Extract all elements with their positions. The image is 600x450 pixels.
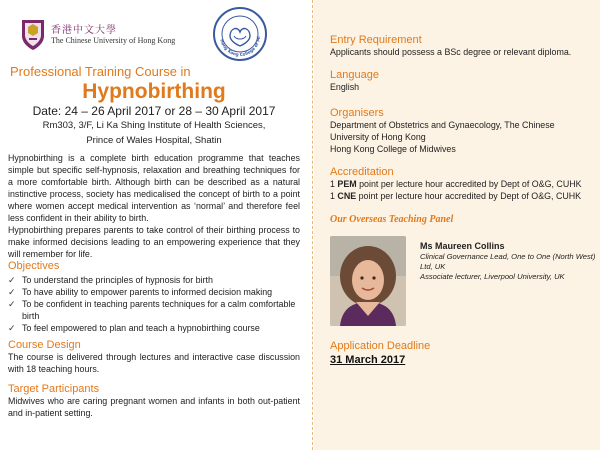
checkmark-icon: ✓ — [8, 299, 16, 309]
course-label: Professional Training Course in — [10, 64, 191, 79]
list-item: ✓ To have ability to empower parents to informed decision making — [8, 287, 273, 297]
accreditation-heading: Accreditation — [330, 166, 394, 178]
course-venue-line1: Rm303, 3/F, Li Ka Shing Institute of Health Sciences, — [42, 120, 266, 131]
speaker-photo — [330, 236, 406, 326]
language-section — [330, 69, 592, 93]
checkmark-icon: ✓ — [8, 323, 16, 333]
entry-requirement-text: Applicants should possess a BSc degree or relevant diploma. — [330, 47, 572, 57]
seal-text: Hong Kong College of Mi — [219, 36, 262, 58]
course-date: Date: 24 – 26 April 2017 or 28 – 30 April 2017 — [32, 104, 276, 118]
cuhk-logo — [20, 18, 175, 52]
intro-paragraph-2: Hypnobirthing prepares parents to take control of their birthing process to make informed decisions leading to an empowering experience that they will remember for life. — [8, 225, 300, 259]
teaching-panel-heading: Our Overseas Teaching Panel — [330, 214, 454, 225]
accreditation-cne: 1 CNE point per lecture hour accredited by Dept of O&G, CUHK — [330, 191, 582, 201]
application-deadline-section — [330, 340, 592, 366]
cuhk-name-english: The Chinese University of Hong Kong — [51, 36, 176, 46]
speaker-portrait-icon — [330, 236, 406, 326]
course-venue-line2: Prince of Wales Hospital, Shatin — [86, 135, 222, 146]
speaker-info — [420, 240, 596, 282]
checkmark-icon: ✓ — [8, 275, 16, 285]
list-item: ✓ To understand the principles of hypnosis for birth — [8, 275, 213, 285]
accreditation-pem: 1 PEM point per lecture hour accredited by Dept of O&G, CUHK — [330, 179, 582, 189]
target-participants-heading: Target Participants — [8, 383, 100, 395]
list-item: ✓ To be confident in teaching parents techniques for a calm comfortable birth — [8, 299, 296, 321]
accreditation-section — [330, 166, 592, 202]
objectives-section — [8, 260, 300, 334]
language-heading: Language — [330, 69, 379, 81]
course-design-heading: Course Design — [8, 339, 81, 351]
column-divider — [312, 0, 313, 450]
speaker-role-1: Clinical Governance Lead, One to One (North West) Ltd, UK — [420, 252, 596, 271]
target-participants-text: Midwives who are caring pregnant women and infants in both out-patient and in-patient setting. — [8, 396, 300, 418]
objectives-list — [8, 274, 300, 334]
cuhk-crest-icon — [20, 18, 46, 52]
organiser-2: Hong Kong College of Midwives — [330, 144, 456, 154]
application-deadline-date: 31 March 2017 — [330, 354, 406, 366]
entry-requirement-heading: Entry Requirement — [330, 34, 422, 46]
organisers-section — [330, 107, 592, 155]
target-participants-section — [8, 383, 300, 419]
objectives-heading: Objectives — [8, 260, 60, 272]
hkcm-seal-icon — [212, 6, 268, 62]
organisers-heading: Organisers — [330, 107, 384, 119]
cuhk-name-chinese: 香港中文大學 — [51, 24, 117, 36]
right-panel-background — [314, 0, 600, 450]
course-design-section — [8, 339, 300, 375]
speaker-name: Ms Maureen Collins — [420, 241, 505, 251]
course-title: Hypnobirthing — [82, 80, 226, 103]
organiser-1: Department of Obstetrics and Gynaecology, The Chinese University of Hong Kong — [330, 120, 555, 142]
intro-section — [8, 152, 300, 260]
intro-paragraph-1: Hypnobirthing is a complete birth education programme that teaches simple but specific self-hypnosis, relaxation and breathing techniques for a more comfortable birth. Although birth can be described as a natural instinctive process, society has medicalised the concept of birth to a point where women accept medical intervention as ‘normal’ and therefore feel less confident in their ability to birth. — [8, 153, 300, 223]
application-deadline-heading: Application Deadline — [330, 340, 431, 352]
list-item: ✓ To feel empowered to plan and teach a hypnobirthing course — [8, 323, 260, 333]
language-text: English — [330, 82, 360, 92]
speaker-role-2: Associate lecturer, Liverpool University, UK — [420, 272, 565, 281]
logo-bar — [12, 6, 272, 66]
entry-requirement-section — [330, 34, 592, 58]
course-design-text: The course is delivered through lectures and interactive case discussion with 18 teaching hours. — [8, 352, 300, 374]
checkmark-icon: ✓ — [8, 287, 16, 297]
